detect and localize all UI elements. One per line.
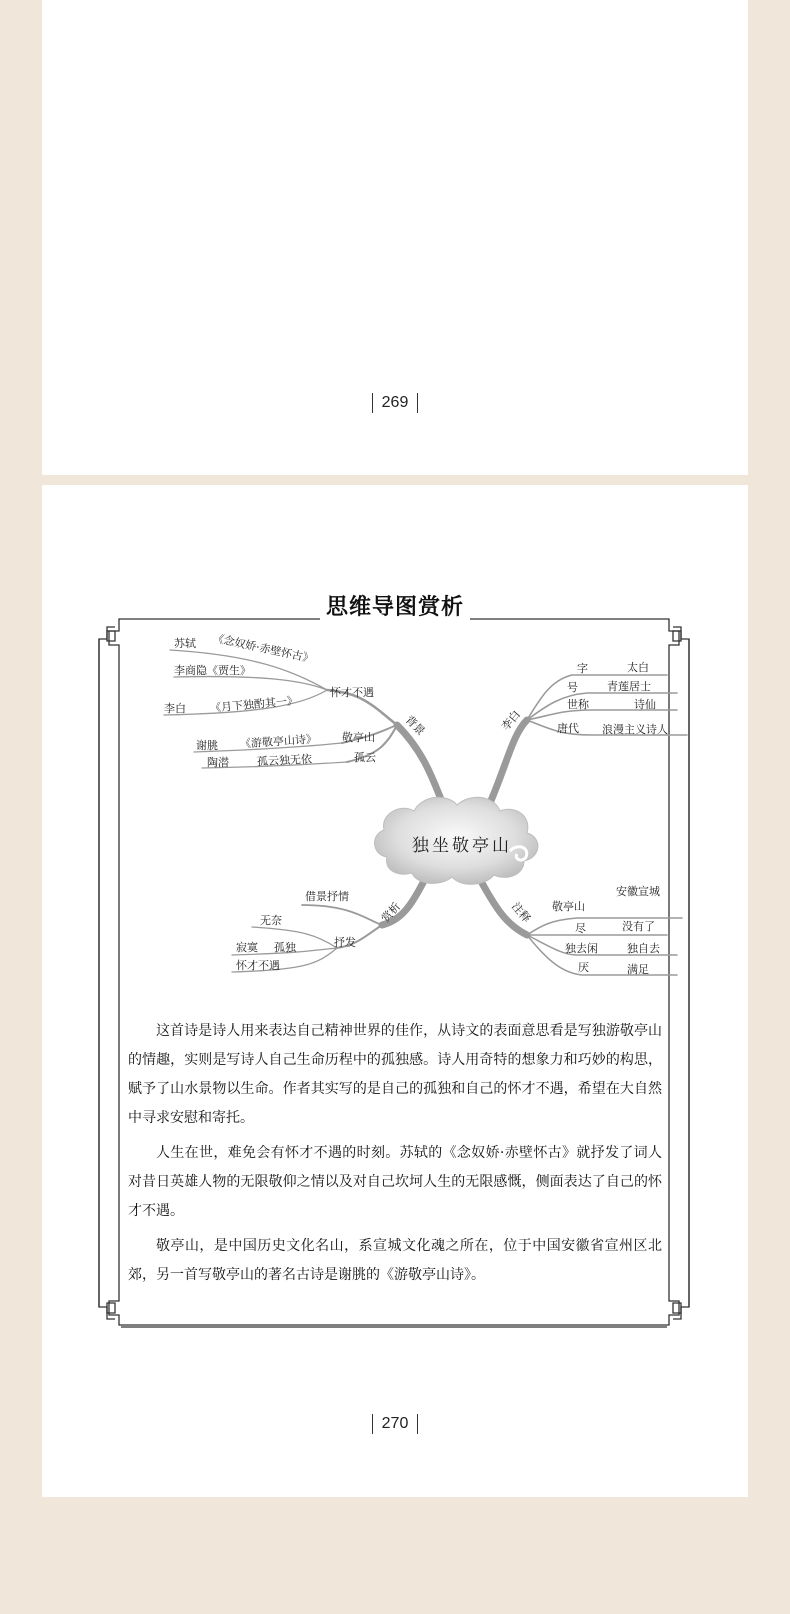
page-269 xyxy=(42,0,748,475)
label-jimo: 寂寞 xyxy=(236,941,258,954)
page-number: 270 xyxy=(42,1414,748,1434)
label-zi: 字 xyxy=(577,662,588,675)
label-guyun: 孤云 xyxy=(354,751,376,764)
label-tangdai: 唐代 xyxy=(557,722,579,735)
label-taoqian: 陶潜 xyxy=(207,756,229,769)
label-wunai: 无奈 xyxy=(260,914,282,927)
section-title: 思维导图赏析 xyxy=(42,590,748,621)
label-duziqu: 独自去 xyxy=(627,942,660,955)
label-jts: 敬亭山 xyxy=(552,900,585,913)
branch-zhushi: 注释 xyxy=(508,899,534,926)
label-sushi-work: 《念奴娇·赤壁怀古》 xyxy=(211,631,315,666)
branch-beijing: 背景 xyxy=(402,713,428,738)
label-shufa: 抒发 xyxy=(334,936,356,949)
page-270 xyxy=(42,485,748,1497)
label-meiyou: 没有了 xyxy=(622,920,655,933)
label-huaicai2: 怀才不遇 xyxy=(236,959,280,972)
label-shixian: 诗仙 xyxy=(634,698,656,711)
label-shicheng: 世称 xyxy=(567,698,589,711)
label-jiejing: 借景抒情 xyxy=(305,890,349,903)
label-libai-work: 《月下独酌其一》 xyxy=(209,694,299,715)
label-yan: 厌 xyxy=(578,961,589,974)
label-duqu: 独去闲 xyxy=(565,942,598,955)
label-lishangyin: 李商隐《贾生》 xyxy=(174,664,251,677)
label-hao: 号 xyxy=(567,681,578,694)
label-sushi: 苏轼 xyxy=(174,637,196,650)
branch-shangxi: 赏析 xyxy=(378,899,404,926)
paragraph: 人生在世，难免会有怀才不遇的时刻。苏轼的《念奴娇·赤壁怀古》就抒发了词人对昔日英雄人物的无限敬仰之情以及对自己坎坷人生的无限感慨，侧面表达了自己的怀才不遇。 xyxy=(128,1145,662,1219)
label-manzu: 满足 xyxy=(627,963,649,976)
label-jin: 尽 xyxy=(575,922,586,935)
label-anhui: 安徽宣城 xyxy=(616,885,660,898)
mind-map xyxy=(122,631,712,1000)
label-gudu: 孤独 xyxy=(274,941,296,954)
label-taibai: 太白 xyxy=(627,661,649,674)
paragraph: 敬亭山，是中国历史文化名山，系宣城文化魂之所在，位于中国安徽省宣州区北郊，另一首写敬亭山的著名古诗是谢朓的《游敬亭山诗》。 xyxy=(128,1238,662,1283)
paragraph: 这首诗是诗人用来表达自己精神世界的佳作，从诗文的表面意思看是写独游敬亭山的情趣，实则是写诗人自己生命历程中的孤独感。诗人用奇特的想象力和巧妙的构思，赋予了山水景物以生命。作者其实写的是自己的孤独和自己的怀才不遇，希望在大自然中寻求安慰和寄托。 xyxy=(128,1023,662,1126)
label-taoqian-work: 孤云独无依 xyxy=(256,752,313,769)
page-number: 269 xyxy=(42,393,748,413)
label-xietiao: 谢朓 xyxy=(196,739,218,752)
analysis-text xyxy=(128,1017,662,1296)
label-qinglian: 青莲居士 xyxy=(607,680,651,693)
label-libai-a: 李白 xyxy=(164,702,186,715)
label-jingtingshan: 敬亭山 xyxy=(342,731,375,744)
label-langman: 浪漫主义诗人 xyxy=(602,723,668,736)
label-xietiao-work: 《游敬亭山诗》 xyxy=(239,732,318,751)
label-huaicai: 怀才不遇 xyxy=(330,686,374,699)
mind-map-center: 独坐敬亭山 xyxy=(412,836,512,856)
branch-libai: 李白 xyxy=(498,707,524,734)
